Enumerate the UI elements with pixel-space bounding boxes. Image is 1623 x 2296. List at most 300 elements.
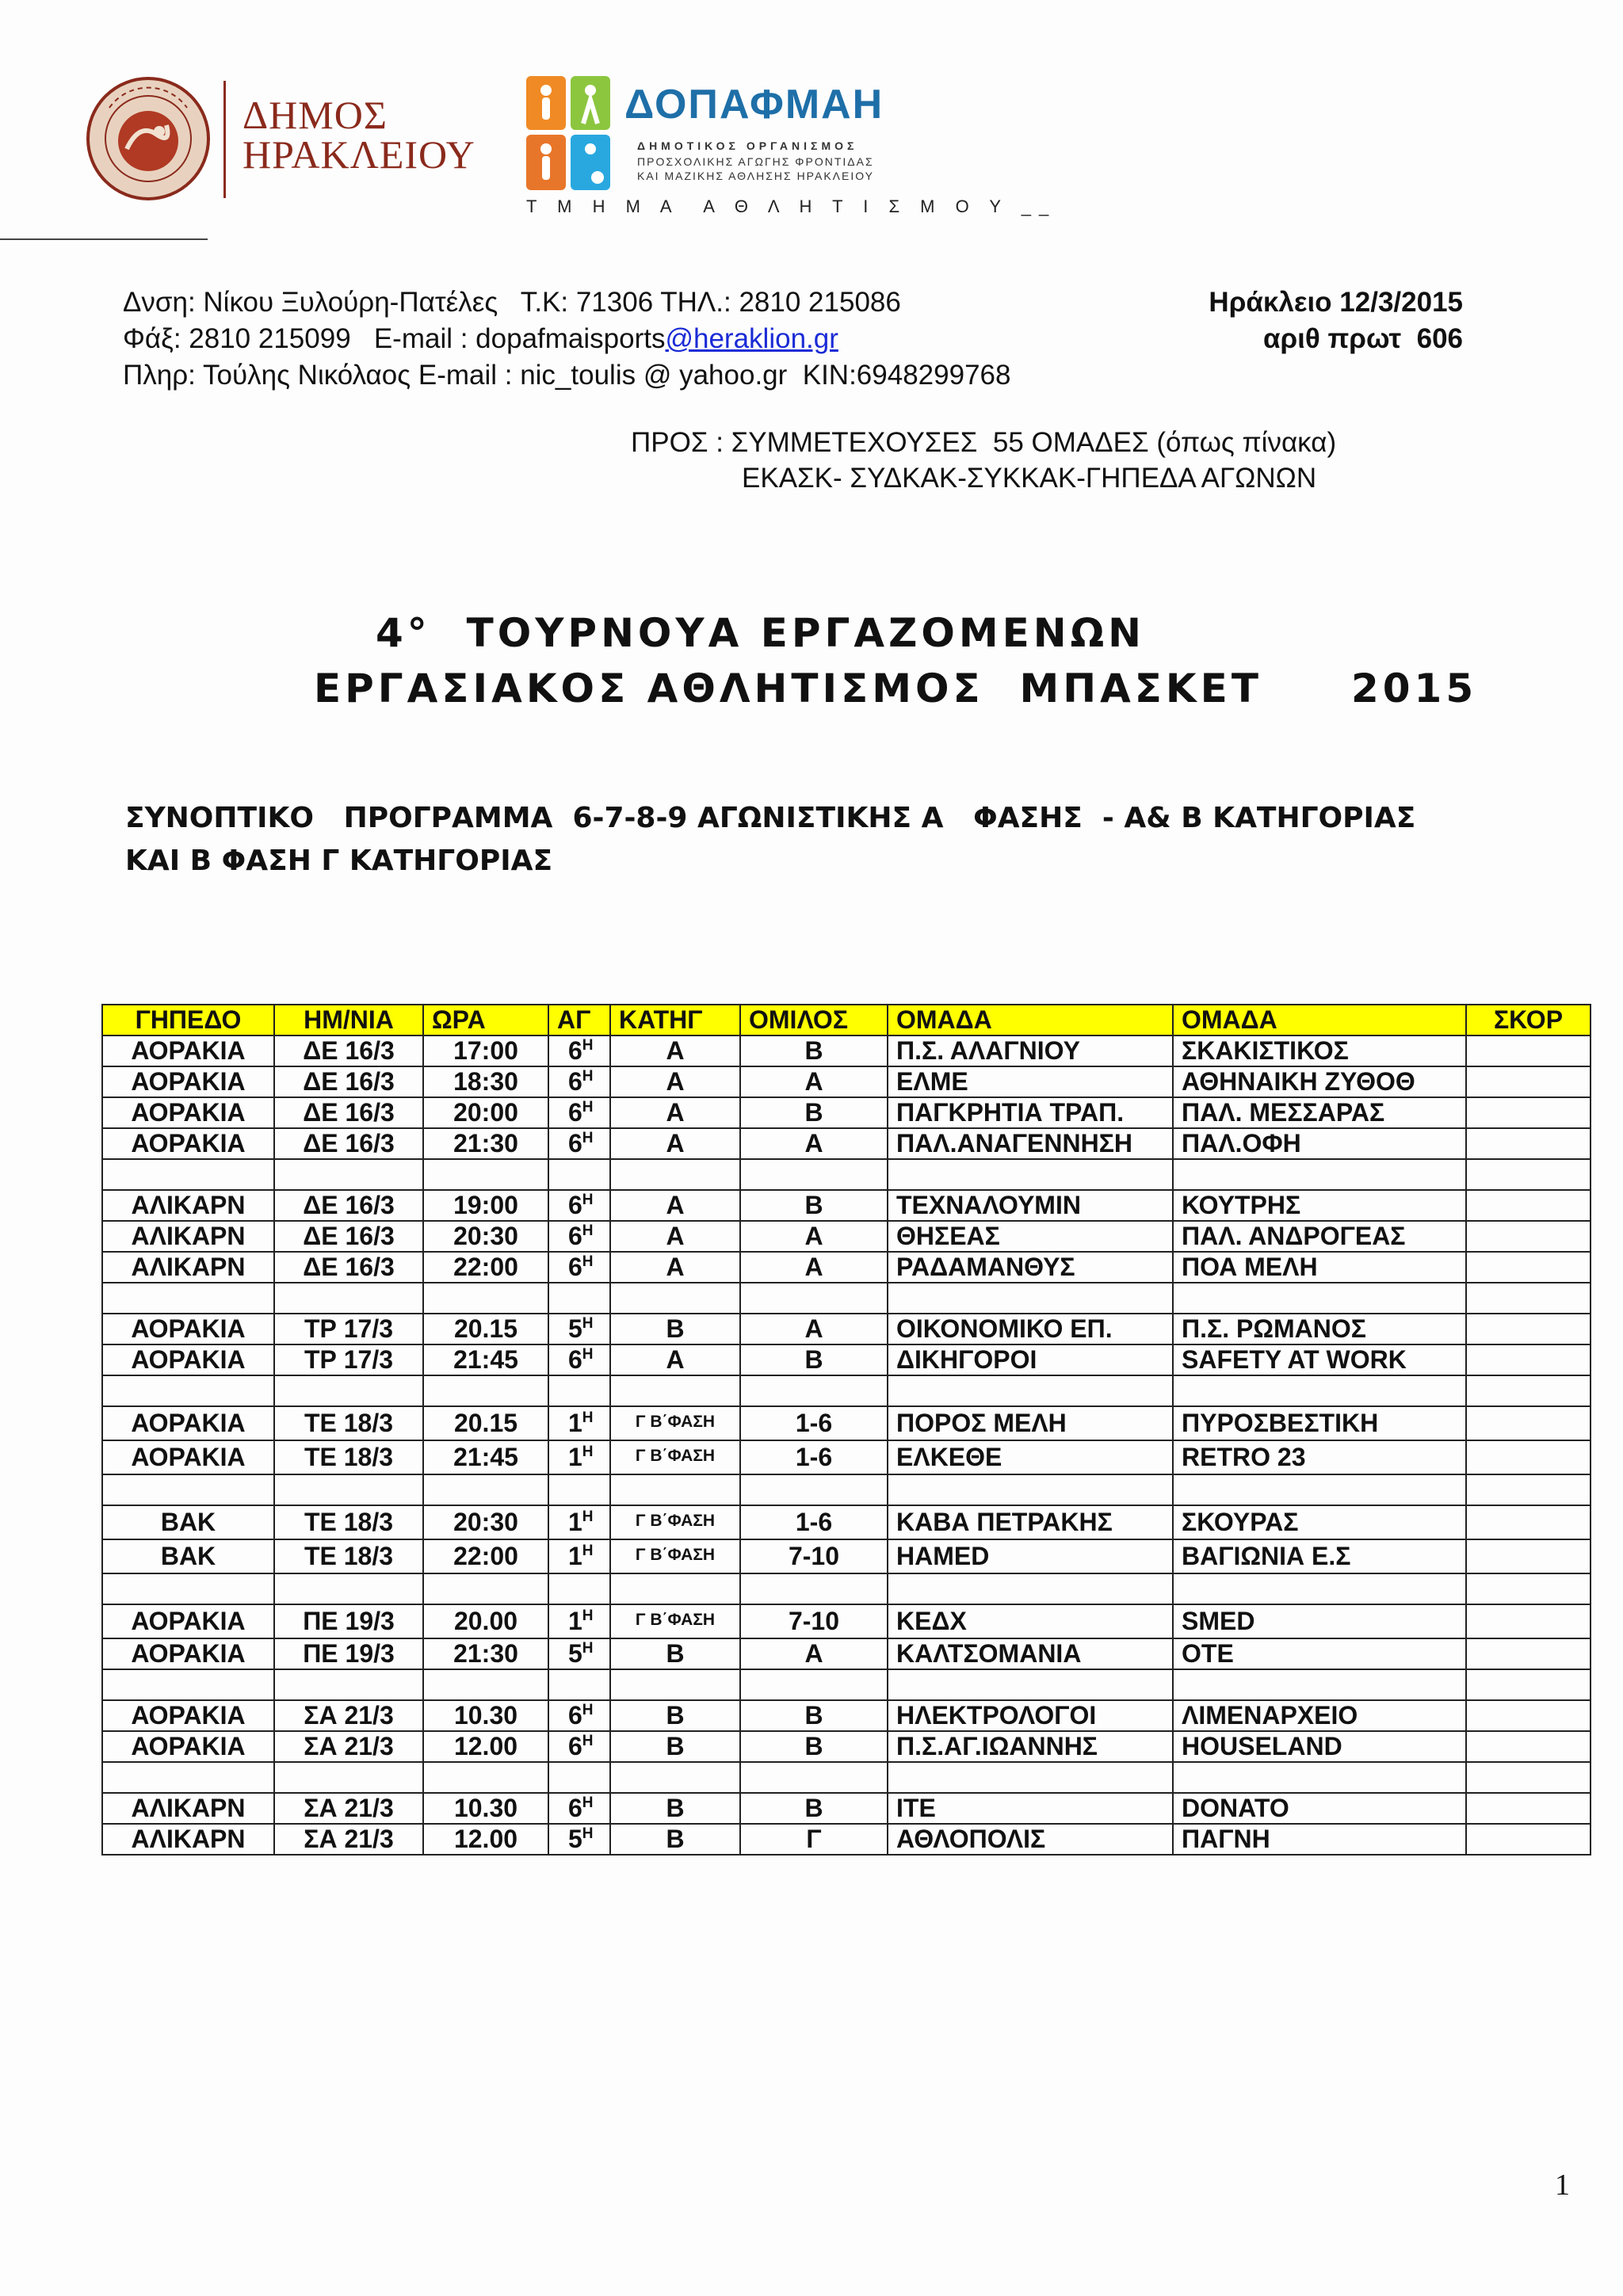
cell-court — [102, 1539, 274, 1573]
cell-round — [548, 1731, 610, 1762]
cell-text: ΔΕ 16/3 — [303, 1036, 395, 1065]
cell-round — [548, 1097, 610, 1128]
cell-team-away — [1173, 1314, 1466, 1344]
cell-team-away — [1173, 1035, 1466, 1066]
cell-score — [1466, 1252, 1591, 1283]
cell-group — [740, 1035, 888, 1066]
cell-text: ΑΘΛΟΠΟΛΙΣ — [896, 1825, 1046, 1853]
cell-date — [274, 1793, 423, 1824]
cell-text: ΣΑ 21/3 — [304, 1732, 394, 1760]
cell-score — [1466, 1097, 1591, 1128]
cell-round — [548, 1793, 610, 1824]
cell-text: ΒΑΚ — [160, 1542, 216, 1570]
cell-text: Α — [666, 1345, 685, 1374]
table-row — [102, 1406, 1591, 1440]
cell-text: Η — [582, 1508, 594, 1525]
cell-text: 22:00 — [453, 1253, 518, 1281]
cell-text: ΠΑΛ. ΑΝΔΡΟΓΕΑΣ — [1182, 1222, 1406, 1250]
table-row — [102, 1573, 1591, 1604]
fax-text: Φάξ: 2810 215099 E-mail : dopafmaisports — [123, 323, 666, 354]
cell-time — [423, 1604, 548, 1638]
cell-text: Η — [582, 1444, 594, 1460]
cell-date — [274, 1314, 423, 1344]
cell-text: Α — [666, 1222, 685, 1250]
cell-text: Α — [666, 1191, 685, 1219]
cell-team-away — [1173, 1066, 1466, 1097]
cell-text: ΟΙΚΟΝΟΜΙΚΟ ΕΠ. — [896, 1314, 1113, 1343]
cell-text: ΘΗΣΕΑΣ — [896, 1222, 1000, 1250]
cell-text: Γ Β΄ΦΑΣΗ — [635, 1611, 716, 1629]
document-title-1: 4° ΤΟΥΡΝΟΥΑ ΕΡΓΑΖΟΜΕΝΩΝ — [376, 610, 1145, 656]
cell-court — [102, 1128, 274, 1159]
cell-text: Η — [582, 1253, 594, 1270]
cell-text: Η — [582, 1702, 594, 1718]
cell-group — [740, 1440, 888, 1474]
cell-score — [1466, 1128, 1591, 1159]
cell-text: ΠΑΓΚΡΗΤΙΑ ΤΡΑΠ. — [896, 1098, 1125, 1127]
cell-text: ΠΥΡΟΣΒΕΣΤΙΚΗ — [1182, 1409, 1379, 1437]
cell-round — [548, 1128, 610, 1159]
cell-score — [1466, 1283, 1591, 1314]
cell-team-home — [888, 1283, 1173, 1314]
document-title-2: ΕΡΓΑΣΙΑΚΟΣ ΑΘΛΗΤΙΣΜΟΣ ΜΠΑΣΚΕΤ 2015 — [314, 666, 1478, 711]
cell-text: ΑΛΙΚΑΡΝ — [131, 1222, 246, 1250]
cell-team-away — [1173, 1221, 1466, 1252]
cell-time — [423, 1638, 548, 1669]
cell-text: Α — [666, 1129, 685, 1158]
cell-text: 1 — [568, 1409, 582, 1437]
dopafmah-subtitle-3: ΚΑΙ ΜΑΖΙΚΗΣ ΑΘΛΗΣΗΣ ΗΡΑΚΛΕΙΟΥ — [637, 170, 875, 182]
cell-date — [274, 1700, 423, 1731]
cell-score — [1466, 1669, 1591, 1700]
cell-time — [423, 1573, 548, 1604]
cell-text: ΕΛΜΕ — [896, 1067, 968, 1096]
cell-text: 6 — [568, 1098, 582, 1127]
cell-date — [274, 1066, 423, 1097]
cell-group — [740, 1573, 888, 1604]
cell-text: 1 — [568, 1443, 582, 1471]
cell-round — [548, 1762, 610, 1793]
cell-team-away — [1173, 1283, 1466, 1314]
address-line: Δνση: Νίκου Ξυλούρη-Πατέλες Τ.Κ: 71306 ΤΗΛ.: 2810 215086 — [123, 287, 901, 318]
table-row — [102, 1375, 1591, 1406]
cell-round — [548, 1440, 610, 1474]
cell-group — [740, 1793, 888, 1824]
cell-date — [274, 1221, 423, 1252]
cell-team-home — [888, 1824, 1173, 1855]
recipients-line-2: ΕΚΑΣΚ- ΣΥΔΚΑΚ-ΣΥΚΚΑΚ-ΓΗΠΕΔΑ ΑΓΩΝΩΝ — [742, 463, 1317, 494]
cell-text: Α — [804, 1253, 823, 1281]
cell-category — [610, 1159, 740, 1190]
cell-text: Η — [582, 1794, 594, 1811]
cell-court — [102, 1375, 274, 1406]
cell-text: ΠΑΛ.ΟΦΗ — [1182, 1129, 1301, 1158]
cell-text: 1-6 — [795, 1508, 833, 1536]
cell-text: Β — [666, 1639, 685, 1668]
cell-text: ΗΛΕΚΤΡΟΛΟΓΟΙ — [896, 1701, 1097, 1730]
cell-group — [740, 1700, 888, 1731]
cell-text: Η — [582, 1608, 594, 1624]
table-row — [102, 1440, 1591, 1474]
cell-round — [548, 1604, 610, 1638]
table-row — [102, 1252, 1591, 1283]
cell-score — [1466, 1344, 1591, 1375]
cell-text: Β — [804, 1191, 823, 1219]
cell-team-home — [888, 1539, 1173, 1573]
cell-time — [423, 1128, 548, 1159]
cell-text: 6 — [568, 1701, 582, 1730]
cell-team-away — [1173, 1573, 1466, 1604]
dimos-line1: ΔΗΜΟΣ — [242, 93, 388, 137]
cell-text: 20:30 — [453, 1222, 518, 1250]
cell-group — [740, 1159, 888, 1190]
cell-text: Η — [582, 1409, 594, 1426]
cell-text: ΑΛΙΚΑΡΝ — [131, 1191, 246, 1219]
cell-court — [102, 1252, 274, 1283]
fax-line — [123, 322, 838, 356]
cell-text: ΣΚΟΥΡΑΣ — [1182, 1508, 1299, 1536]
cell-category — [610, 1539, 740, 1573]
cell-text: 6 — [568, 1067, 582, 1096]
cell-score — [1466, 1440, 1591, 1474]
cell-text: RETRO 23 — [1182, 1443, 1306, 1471]
cell-text: Γ Β΄ΦΑΣΗ — [635, 1546, 716, 1564]
cell-team-away — [1173, 1252, 1466, 1283]
cell-text: Η — [582, 1825, 594, 1842]
cell-date — [274, 1159, 423, 1190]
cell-text: 5 — [568, 1639, 582, 1668]
cell-team-away — [1173, 1344, 1466, 1375]
logo-divider — [223, 81, 226, 198]
cell-category — [610, 1314, 740, 1344]
cell-date — [274, 1406, 423, 1440]
cell-text: ΤΕ 18/3 — [304, 1409, 394, 1437]
cell-text: ΔΙΚΗΓΟΡΟΙ — [896, 1345, 1037, 1374]
cell-team-away — [1173, 1793, 1466, 1824]
cell-group — [740, 1762, 888, 1793]
cell-time — [423, 1793, 548, 1824]
cell-time — [423, 1375, 548, 1406]
cell-text: Η — [582, 1315, 594, 1332]
schedule-body — [102, 1035, 1591, 1855]
table-row — [102, 1097, 1591, 1128]
cell-text: 21:45 — [453, 1345, 518, 1374]
cell-text: 20:30 — [453, 1508, 518, 1536]
cell-time — [423, 1700, 548, 1731]
cell-category — [610, 1252, 740, 1283]
cell-date — [274, 1190, 423, 1221]
cell-score — [1466, 1314, 1591, 1344]
cell-time — [423, 1669, 548, 1700]
cell-text: 22:00 — [453, 1542, 518, 1570]
cell-court — [102, 1638, 274, 1669]
cell-court — [102, 1314, 274, 1344]
cell-score — [1466, 1159, 1591, 1190]
cell-text: ΣΑ 21/3 — [304, 1701, 394, 1730]
cell-team-away — [1173, 1097, 1466, 1128]
cell-text: Α — [666, 1036, 685, 1065]
cell-text: 1 — [568, 1508, 582, 1536]
header-category: ΚΑΤΗΓ — [610, 1005, 740, 1035]
cell-text: Η — [582, 1099, 594, 1116]
cell-time — [423, 1159, 548, 1190]
cell-time — [423, 1539, 548, 1573]
table-row — [102, 1221, 1591, 1252]
cell-team-home — [888, 1505, 1173, 1539]
cell-team-home — [888, 1344, 1173, 1375]
table-row — [102, 1731, 1591, 1762]
cell-text: ΕΛΚΕΘΕ — [896, 1443, 1002, 1471]
cell-text: ΠΕ 19/3 — [303, 1639, 395, 1668]
cell-text: HOUSELAND — [1182, 1732, 1342, 1760]
cell-team-home — [888, 1314, 1173, 1344]
cell-text: 21:30 — [453, 1129, 518, 1158]
cell-score — [1466, 1762, 1591, 1793]
cell-round — [548, 1190, 610, 1221]
cell-text: ΑΟΡΑΚΙΑ — [131, 1129, 246, 1158]
cell-team-away — [1173, 1375, 1466, 1406]
table-row — [102, 1190, 1591, 1221]
cell-category — [610, 1604, 740, 1638]
cell-category — [610, 1474, 740, 1505]
cell-text: 21:30 — [453, 1639, 518, 1668]
cell-group — [740, 1190, 888, 1221]
cell-text: ΑΘΗΝΑΙΚΗ ΖΥΘΟΘ — [1182, 1067, 1415, 1096]
cell-category — [610, 1190, 740, 1221]
header-score: ΣΚΟΡ — [1466, 1005, 1591, 1035]
cell-text: Η — [582, 1192, 594, 1208]
cell-court — [102, 1190, 274, 1221]
cell-text: 10.30 — [453, 1701, 518, 1730]
schedule-table — [101, 1004, 1591, 1855]
cell-text: Α — [804, 1129, 823, 1158]
cell-text: ΔΕ 16/3 — [303, 1253, 395, 1281]
cell-text: 12.00 — [453, 1825, 518, 1853]
header-rule — [0, 238, 208, 240]
table-row — [102, 1283, 1591, 1314]
cell-text: SAFETY AT WORK — [1182, 1345, 1407, 1374]
cell-court — [102, 1793, 274, 1824]
cell-text: ΚΟΥΤΡΗΣ — [1182, 1191, 1301, 1219]
header-time: ΩΡΑ — [423, 1005, 548, 1035]
cell-court — [102, 1406, 274, 1440]
cell-score — [1466, 1066, 1591, 1097]
dopafmah-subtitle-1: ΔΗΜΟΤΙΚΟΣ ΟΡΓΑΝΙΣΜΟΣ — [637, 139, 858, 152]
header-team-away: ΟΜΑΔΑ — [1173, 1005, 1466, 1035]
cell-text: Γ Β΄ΦΑΣΗ — [635, 1447, 716, 1465]
cell-time — [423, 1035, 548, 1066]
program-subtitle-2: ΚΑΙ Β ΦΑΣΗ Γ ΚΑΤΗΓΟΡΙΑΣ — [125, 845, 553, 877]
cell-text: 17:00 — [453, 1036, 518, 1065]
cell-round — [548, 1375, 610, 1406]
cell-category — [610, 1700, 740, 1731]
cell-text: Α — [666, 1067, 685, 1096]
cell-text: ΑΛΙΚΑΡΝ — [131, 1253, 246, 1281]
sports-tiles-icon — [526, 76, 613, 195]
cell-round — [548, 1159, 610, 1190]
cell-team-away — [1173, 1731, 1466, 1762]
cell-text: 18:30 — [453, 1067, 518, 1096]
cell-date — [274, 1097, 423, 1128]
cell-round — [548, 1573, 610, 1604]
cell-team-away — [1173, 1700, 1466, 1731]
cell-text: ΑΟΡΑΚΙΑ — [131, 1314, 246, 1343]
cell-text: ΔΕ 16/3 — [303, 1067, 395, 1096]
cell-time — [423, 1066, 548, 1097]
cell-text: ΑΟΡΑΚΙΑ — [131, 1639, 246, 1668]
cell-text: 20.15 — [453, 1314, 518, 1343]
cell-score — [1466, 1221, 1591, 1252]
cell-court — [102, 1604, 274, 1638]
cell-court — [102, 1344, 274, 1375]
cell-group — [740, 1406, 888, 1440]
cell-team-away — [1173, 1474, 1466, 1505]
cell-time — [423, 1221, 548, 1252]
cell-text: ΑΟΡΑΚΙΑ — [131, 1409, 246, 1437]
cell-date — [274, 1669, 423, 1700]
cell-text: Γ Β΄ΦΑΣΗ — [635, 1413, 716, 1431]
cell-text: 6 — [568, 1794, 582, 1822]
email-domain-link[interactable]: @heraklion.gr — [665, 323, 838, 354]
cell-team-away — [1173, 1638, 1466, 1669]
city-seal-icon — [86, 76, 211, 201]
cell-team-home — [888, 1638, 1173, 1669]
cell-score — [1466, 1573, 1591, 1604]
cell-text: Β — [666, 1701, 685, 1730]
cell-text: Α — [666, 1098, 685, 1127]
table-row — [102, 1159, 1591, 1190]
header-team-home: ΟΜΑΔΑ — [888, 1005, 1173, 1035]
cell-court — [102, 1762, 274, 1793]
cell-date — [274, 1638, 423, 1669]
cell-text: 21:45 — [453, 1443, 518, 1471]
cell-score — [1466, 1035, 1591, 1066]
cell-date — [274, 1128, 423, 1159]
cell-date — [274, 1035, 423, 1066]
cell-text: ΠΟΡΟΣ ΜΕΛΗ — [896, 1409, 1067, 1437]
cell-court — [102, 1066, 274, 1097]
table-row — [102, 1066, 1591, 1097]
cell-date — [274, 1604, 423, 1638]
cell-text: ΤΡ 17/3 — [304, 1345, 394, 1374]
table-row — [102, 1700, 1591, 1731]
table-row — [102, 1539, 1591, 1573]
cell-court — [102, 1159, 274, 1190]
cell-time — [423, 1505, 548, 1539]
cell-text: 6 — [568, 1036, 582, 1065]
cell-text: ΤΕΧΝΑΛΟΥΜΙΝ — [896, 1191, 1081, 1219]
dimos-line2: ΗΡΑΚΛΕΙΟΥ — [242, 132, 475, 177]
cell-date — [274, 1824, 423, 1855]
table-row — [102, 1793, 1591, 1824]
cell-court — [102, 1573, 274, 1604]
cell-text: Β — [804, 1036, 823, 1065]
cell-text: Γ Β΄ΦΑΣΗ — [635, 1512, 716, 1530]
cell-text: Β — [804, 1098, 823, 1127]
cell-text: 1 — [568, 1607, 582, 1635]
cell-time — [423, 1440, 548, 1474]
cell-score — [1466, 1604, 1591, 1638]
cell-text: ΠΕ 19/3 — [303, 1607, 395, 1635]
cell-text: ΑΟΡΑΚΙΑ — [131, 1345, 246, 1374]
dopafmah-name: ΔΟΠΑΦΜΑΗ — [624, 82, 884, 128]
cell-text: Β — [804, 1345, 823, 1374]
cell-text: ΒΑΓΙΩΝΙΑ Ε.Σ — [1182, 1542, 1351, 1570]
program-subtitle-1: ΣΥΝΟΠΤΙΚΟ ΠΡΟΓΡΑΜΜΑ 6-7-8-9 ΑΓΩΝΙΣΤΙΚΗΣ Α ΦΑΣΗΣ - Α& Β ΚΑΤΗΓΟΡΙΑΣ — [125, 802, 1416, 834]
cell-text: 5 — [568, 1825, 582, 1853]
cell-date — [274, 1762, 423, 1793]
cell-team-home — [888, 1128, 1173, 1159]
cell-team-away — [1173, 1406, 1466, 1440]
cell-category — [610, 1440, 740, 1474]
cell-text: ΑΟΡΑΚΙΑ — [131, 1067, 246, 1096]
cell-team-away — [1173, 1669, 1466, 1700]
cell-text: ΠΑΓΝΗ — [1182, 1825, 1270, 1853]
cell-text: 20.15 — [453, 1409, 518, 1437]
cell-text: Η — [582, 1068, 594, 1085]
cell-score — [1466, 1539, 1591, 1573]
department-label: Τ Μ Η Μ Α Α Θ Λ Η Τ Ι Σ Μ Ο Υ __ — [526, 196, 1057, 216]
cell-round — [548, 1314, 610, 1344]
cell-text: Α — [804, 1222, 823, 1250]
cell-category — [610, 1731, 740, 1762]
cell-text: HAMED — [896, 1542, 990, 1570]
cell-text: 10.30 — [453, 1794, 518, 1822]
table-row — [102, 1474, 1591, 1505]
cell-text: 1-6 — [795, 1409, 833, 1437]
cell-text: SMED — [1182, 1607, 1255, 1635]
cell-team-home — [888, 1440, 1173, 1474]
cell-score — [1466, 1505, 1591, 1539]
cell-round — [548, 1474, 610, 1505]
cell-round — [548, 1824, 610, 1855]
cell-team-home — [888, 1097, 1173, 1128]
cell-group — [740, 1604, 888, 1638]
table-row — [102, 1762, 1591, 1793]
cell-text: Β — [666, 1794, 685, 1822]
cell-text: Π.Σ.ΑΓ.ΙΩΑΝΝΗΣ — [896, 1732, 1098, 1760]
cell-team-home — [888, 1474, 1173, 1505]
cell-category — [610, 1824, 740, 1855]
dopafmah-logo — [526, 76, 1057, 219]
cell-text: Β — [666, 1314, 685, 1343]
cell-court — [102, 1474, 274, 1505]
cell-text: Π.Σ. ΑΛΑΓΝΙΟΥ — [896, 1036, 1080, 1065]
table-row — [102, 1505, 1591, 1539]
cell-category — [610, 1375, 740, 1406]
cell-text: ΑΟΡΑΚΙΑ — [131, 1732, 246, 1760]
cell-team-home — [888, 1035, 1173, 1066]
cell-text: ΣΑ 21/3 — [304, 1794, 394, 1822]
cell-text: ΔΕ 16/3 — [303, 1129, 395, 1158]
cell-text: ΔΕ 16/3 — [303, 1222, 395, 1250]
cell-group — [740, 1221, 888, 1252]
cell-text: 7-10 — [788, 1607, 840, 1635]
cell-text: ΑΛΙΚΑΡΝ — [131, 1825, 246, 1853]
cell-team-home — [888, 1573, 1173, 1604]
cell-text: ΚΕΔΧ — [896, 1607, 967, 1635]
cell-court — [102, 1097, 274, 1128]
cell-court — [102, 1035, 274, 1066]
cell-score — [1466, 1793, 1591, 1824]
cell-team-home — [888, 1159, 1173, 1190]
cell-text: Η — [582, 1640, 594, 1657]
cell-group — [740, 1474, 888, 1505]
dimos-logo — [86, 76, 475, 203]
cell-text: Η — [582, 1037, 594, 1054]
cell-team-away — [1173, 1190, 1466, 1221]
cell-group — [740, 1344, 888, 1375]
